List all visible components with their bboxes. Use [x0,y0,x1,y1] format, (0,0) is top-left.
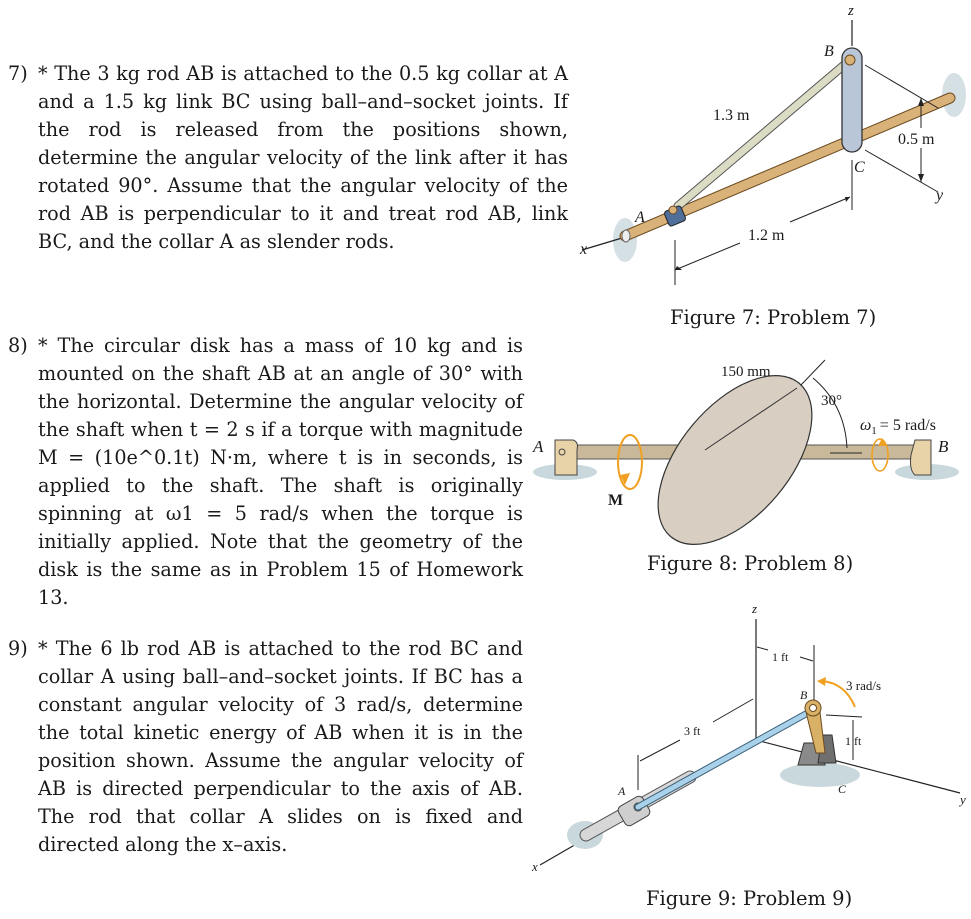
label-y: y [936,187,944,204]
figure-8-drawing [525,350,971,550]
dim-1ft-right: 1 ft [845,734,862,748]
angle-arc [813,378,847,448]
problem-8-text: * The circular disk has a mass of 10 kg and is mounted on the shaft AB at an angle of 30° with the horizontal. Determine the angular velocity of the shaft when t = 2 s if a torque with magnitude M = (10e^0.1t) N·m, where t is in seconds, is applied to the shaft. The shaft is originally spinning at ω1 = 5 rad/s when the torque is initially applied. Note that the geometry of the disk is the same as in Problem 15 of Homework 13. [38,334,523,609]
dim-3ft: 3 ft [684,724,701,738]
label-b: B [800,688,808,702]
label-x: x [532,859,538,874]
rod-ab [638,710,813,807]
problem-9-text: * The 6 lb rod AB is attached to the rod BC and collar A using ball–and–socket joints. If BC has a constant angular velocity of 3 rad/s, determine the total kinetic energy of AB when it is in the position shown. Assume the angular velocity of AB is directed perpendicular to the axis of AB. The rod that collar A slides on is fixed and directed along the x–axis. [38,637,523,856]
label-a: A [618,784,626,798]
problem-number: 8) [8,334,28,357]
dim-3rads: 3 rad/s [846,678,882,693]
problem-number: 7) [8,62,28,85]
label-x: x [580,241,588,258]
omega-label: $\omega_1 = 5$ rad/s [860,417,936,437]
joint-a [669,206,677,214]
problem-7-text: * The 3 kg rod AB is attached to the 0.5 kg collar at A and a 1.5 kg link BC using ball–and–socket joints. If the rod is released from the positions shown, determine the angular velocity of the link after it has rotated 90°. Assume that the angular velocity of the rod AB is perpendicular to it and treat rod AB, link BC, and the collar A as slender rods. [38,62,568,253]
problem-9 [8,635,523,859]
label-b: B [824,43,834,60]
dim-1ft-top: 1 ft [772,650,789,664]
torque-arrow-icon [618,435,642,489]
dim-1.3m: 1.3 m [713,107,750,124]
figure-8-caption: Figure 8: Problem 8) [647,552,854,575]
figure-9-drawing [520,595,971,875]
dim-line-lower [865,150,938,192]
rod-end-cap [622,230,630,242]
figure-7-caption: Figure 7: Problem 7) [670,306,877,329]
label-z: z [848,3,854,19]
dim-1.2m-left [675,243,740,270]
angle-ref-line [801,360,825,385]
label-c: C [838,782,847,796]
dim-30deg: 30° [821,393,842,409]
dim-line [713,699,753,722]
dim-0.5m: 0.5 m [898,131,935,148]
problem-text [38,332,523,612]
label-z: z [752,601,758,616]
label-a: A [533,437,544,456]
dim-150mm: 150 mm [721,364,771,380]
dim-1.2m: 1.2 m [748,227,785,244]
label-b: B [938,437,949,456]
dim-1.2m-right [790,197,850,222]
dim-line [640,740,680,761]
arrowhead-icon [817,677,826,686]
label-c: C [854,159,865,176]
figure-7 [560,0,971,329]
problem-7 [8,60,568,256]
label-a: A [635,209,645,226]
problem-text [38,635,523,859]
arrowhead-icon [845,197,850,202]
rod-ab [678,60,850,206]
dim-line [800,657,813,661]
problem-8 [8,332,523,612]
dim-extension [826,715,862,717]
problem-number: 9) [8,637,28,660]
support-a [555,440,578,475]
joint-b-hole [810,705,817,712]
dim-line [757,647,768,650]
dim-line-upper [865,65,938,108]
problem-text [38,60,568,256]
figure-9-caption: Figure 9: Problem 9) [646,887,853,910]
figure-7-drawing [560,0,971,300]
figure-8 [525,350,971,590]
shadow-support [780,763,860,787]
figure-9 [520,595,971,919]
support-b [911,440,932,475]
label-m: M [608,492,624,509]
label-y: y [960,792,966,807]
joint-b [845,55,855,65]
